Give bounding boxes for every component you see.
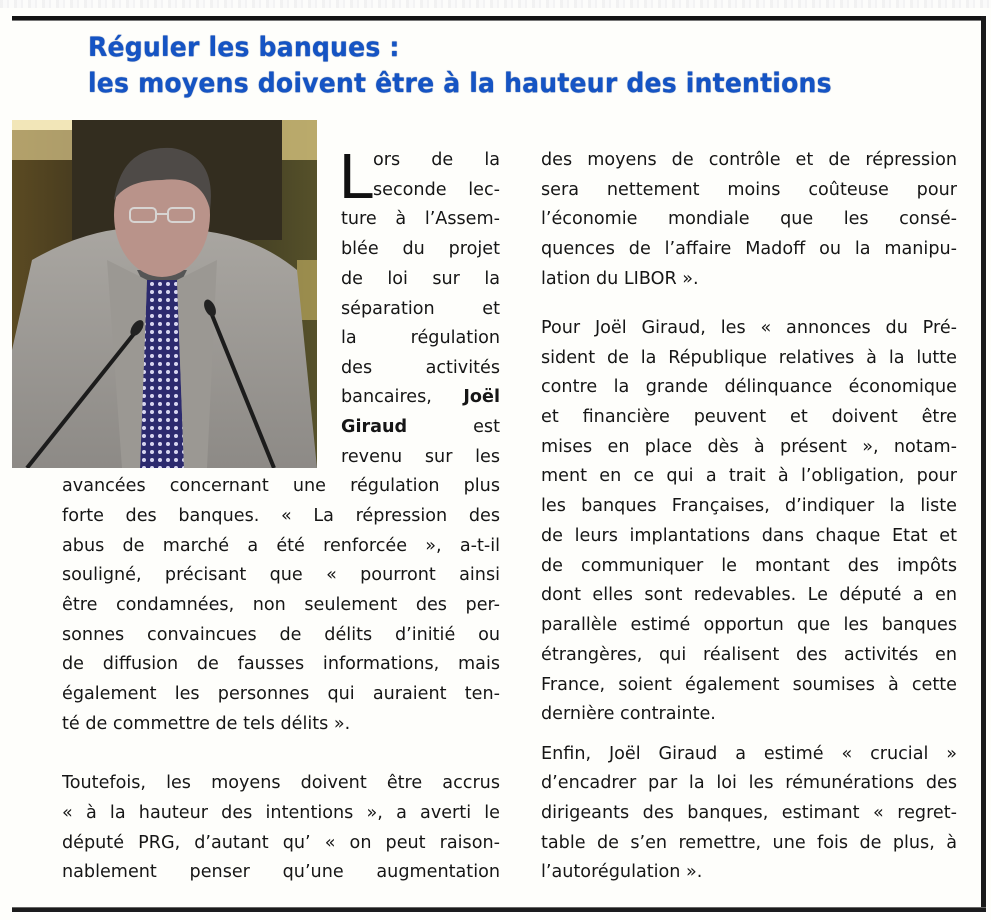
body-line: Pour Joël Giraud, les « annonces du Pré- [541,318,957,338]
body-line: dernière contrainte. [541,704,716,724]
body-line: être condamnées, non seulement des per- [62,595,500,615]
body-text: est [473,417,500,437]
body-text: bancaires, [341,387,432,407]
body-line: ture à l’Assem- [341,209,500,229]
body-line: également les personnes qui auraient ten- [62,684,500,704]
body-line-with-name [341,386,500,408]
body-line: et financière peuvent et doivent être [541,407,957,427]
body-line: ors de la [373,150,500,170]
frame-border-top [12,16,986,21]
body-line: table de s’en remettre, une fois de plus, à [541,833,957,853]
body-line: Toutefois, les moyens doivent être accrus [62,773,500,793]
scan-noise-strip [0,0,991,8]
body-line: de loi sur la [341,269,500,289]
body-line: avancées concernant une régulation plus [62,476,500,496]
body-line: sident de la République relatives à la lutte [541,348,957,368]
body-line: député PRG, d’autant qu’ « on peut raison- [62,833,500,853]
body-line: revenu sur les [341,447,500,467]
body-line: l’autorégulation ». [541,862,703,882]
body-line: souligné, précisant que « pourront ainsi [62,565,500,585]
body-line: abus de marché a été renforcée », a-t-il [62,536,500,556]
body-line: forte des banques. « La répression des [62,506,500,526]
speaker-photo [12,120,317,468]
headline-line-2: les moyens doivent être à la hauteur des intentions [88,68,832,99]
body-line: sera nettement moins coûteuse pour [541,180,957,200]
frame-border-right [981,16,986,912]
body-line: Enfin, Joël Giraud a estimé « crucial » [541,744,957,764]
body-line: de communiquer le montant des impôts [541,556,957,576]
bold-name-first: Joël [463,387,500,407]
body-line: lation du LIBOR ». [541,269,699,289]
bold-name-last: Giraud [341,417,408,437]
body-line: quences de l’affaire Madoff ou la manipu- [541,239,957,259]
body-line-with-name [341,416,500,438]
body-line: mises en place dès à présent », notam- [541,437,957,457]
body-line: contre la grande délinquance économique [541,377,957,397]
body-line: nablement penser qu’une augmentation [62,862,500,882]
headline-line-1: Réguler les banques : [88,32,400,63]
body-line: d’encadrer par la loi les rémunérations des [541,773,957,793]
body-line: de leurs implantations dans chaque Etat et [541,526,957,546]
body-line: des activités [341,358,500,378]
body-line: dont elles sont redevables. Le député a en [541,585,957,605]
body-line: blée du projet [341,239,500,259]
frame-border-bottom [12,907,986,912]
body-line: la régulation [341,328,500,348]
body-line: parallèle estimé opportun que les banques [541,615,957,635]
body-line: séparation et [341,299,500,319]
body-line: sonnes convaincues de délits d’initié ou [62,625,500,645]
body-line: France, soient également soumises à cette [541,675,957,695]
body-line: dirigeants des banques, estimant « regret- [541,803,957,823]
body-line: étrangères, qui réalisent des activités en [541,645,957,665]
body-line: l’économie mondiale que les consé- [541,209,957,229]
speaker-photo-illustration [12,120,317,468]
body-line: « à la hauteur des intentions », a averti le [62,803,500,823]
body-line: ment en ce qui a trait à l’obligation, pour [541,466,957,486]
body-line: de diffusion de fausses informations, mais [62,654,500,674]
body-line: des moyens de contrôle et de répression [541,150,957,170]
body-line: seconde lec- [373,180,500,200]
body-line: les banques Françaises, d’indiquer la liste [541,496,957,516]
drop-cap: L [339,140,375,212]
body-line: té de commettre de tels délits ». [62,714,351,734]
